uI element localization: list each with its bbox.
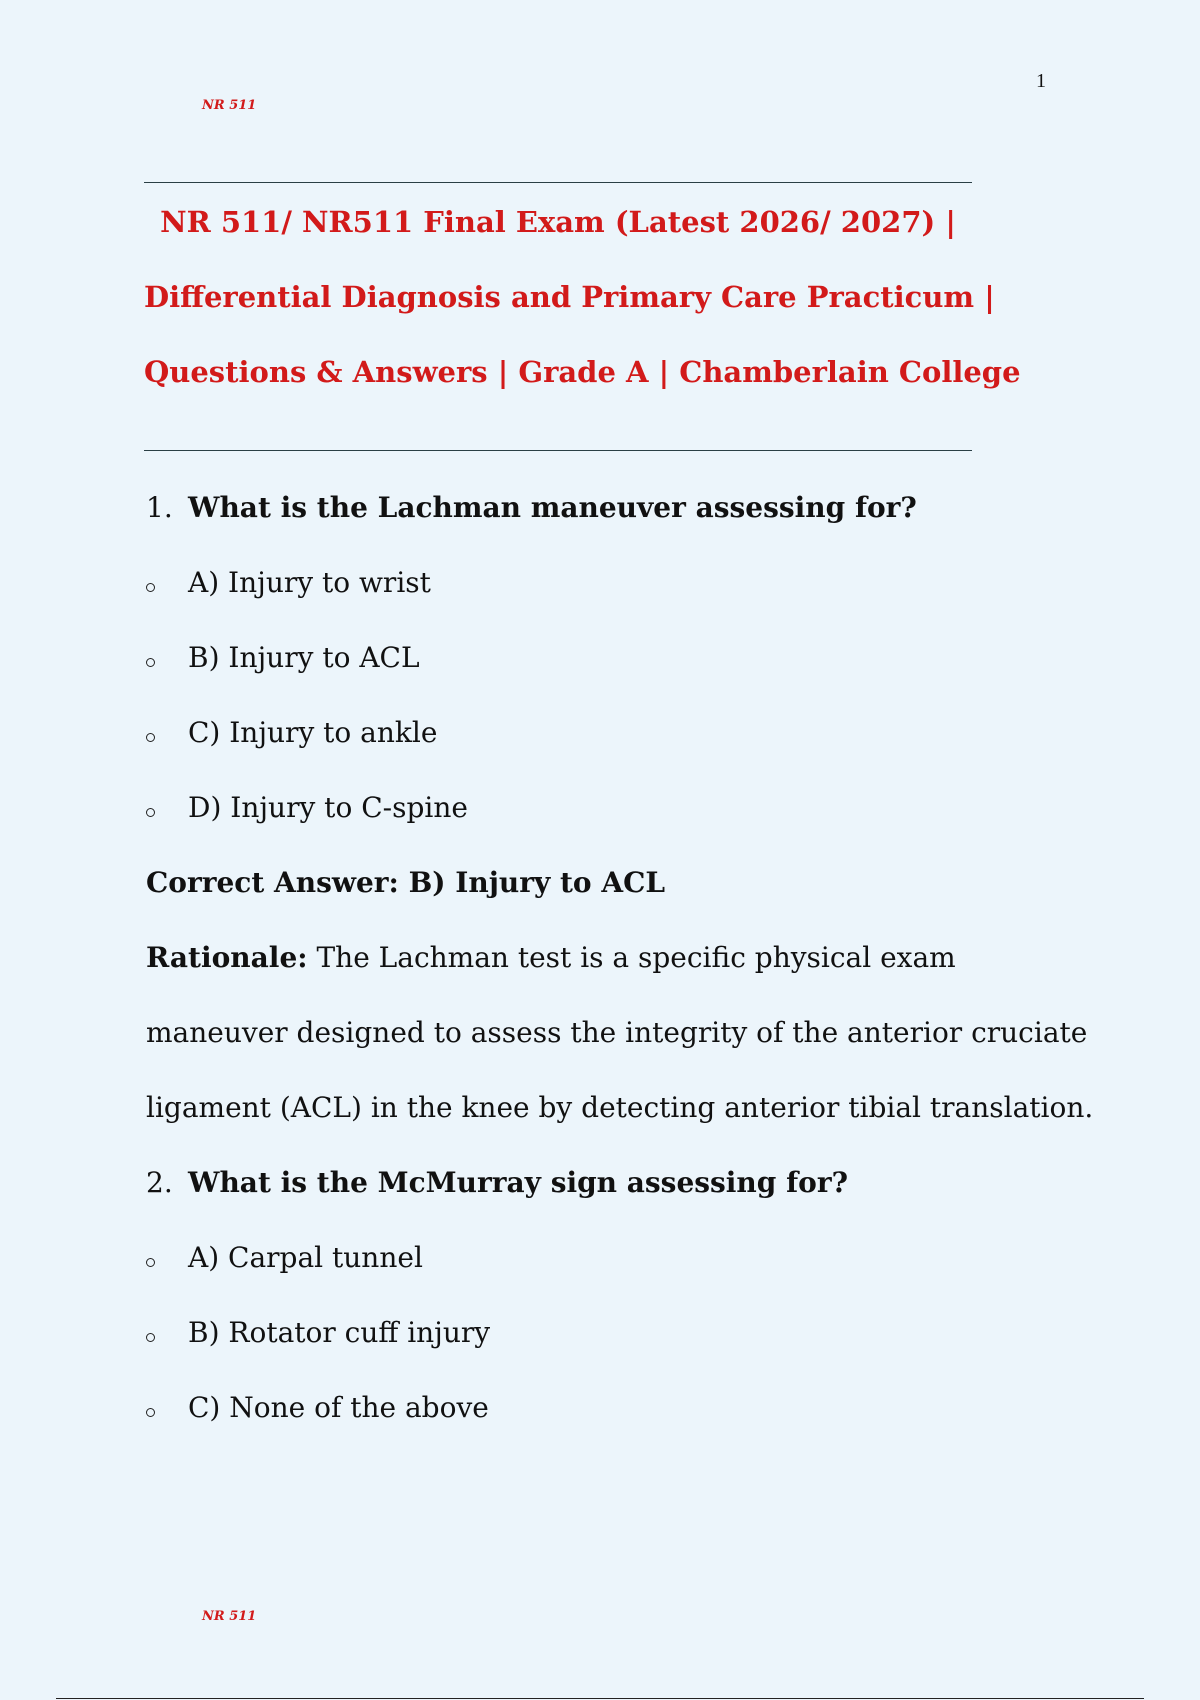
option-item <box>146 632 1066 707</box>
option-item <box>146 557 1066 632</box>
option-text: B) Injury to ACL <box>188 641 420 674</box>
option-text: B) Rotator cuff injury <box>188 1316 491 1349</box>
option-item <box>146 1232 1066 1307</box>
question-1 <box>146 482 1066 557</box>
option-text: A) Injury to wrist <box>188 566 431 599</box>
option-text: C) None of the above <box>188 1391 489 1424</box>
footer-rule <box>56 1698 1144 1699</box>
circle-bullet-icon <box>146 733 155 742</box>
rationale-label: Rationale: <box>146 941 308 974</box>
title-rule-bottom <box>144 450 972 451</box>
question-text: What is the McMurray sign assessing for? <box>188 1166 848 1199</box>
page-number: 1 <box>1036 70 1046 92</box>
question-number: 1. <box>146 491 173 524</box>
circle-bullet-icon <box>146 1258 155 1267</box>
title-rule-top <box>144 182 972 183</box>
circle-bullet-icon <box>146 658 155 667</box>
rationale-line: ligament (ACL) in the knee by detecting anterior tibial translation. <box>146 1091 1094 1124</box>
rationale-text: The Lachman test is a specific physical exam <box>307 941 956 974</box>
circle-bullet-icon <box>146 583 155 592</box>
question-text: What is the Lachman maneuver assessing for? <box>188 491 917 524</box>
footer-mark: NR 511 <box>202 1609 257 1624</box>
circle-bullet-icon <box>146 1333 155 1342</box>
title-line: Differential Diagnosis and Primary Care Practicum | <box>144 280 995 314</box>
option-item <box>146 1382 1066 1457</box>
option-item <box>146 1307 1066 1382</box>
circle-bullet-icon <box>146 808 155 817</box>
rationale-line: maneuver designed to assess the integrity of the anterior cruciate <box>146 1016 1088 1049</box>
option-text: A) Carpal tunnel <box>188 1241 423 1274</box>
rationale-line <box>146 932 1066 1007</box>
title-line: Questions & Answers | Grade A | Chamberlain College <box>144 355 1021 389</box>
question-2 <box>146 1157 1066 1232</box>
question-number: 2. <box>146 1166 173 1199</box>
option-item <box>146 782 1066 857</box>
header-mark: NR 511 <box>202 98 257 113</box>
option-item <box>146 707 1066 782</box>
option-text: D) Injury to C-spine <box>188 791 468 824</box>
correct-answer: Correct Answer: B) Injury to ACL <box>146 866 666 899</box>
option-text: C) Injury to ankle <box>188 716 438 749</box>
circle-bullet-icon <box>146 1408 155 1417</box>
document-title <box>144 196 1021 421</box>
question-content <box>146 482 1094 1457</box>
title-line: NR 511/ NR511 Final Exam (Latest 2026/ 2027) | <box>160 205 956 239</box>
